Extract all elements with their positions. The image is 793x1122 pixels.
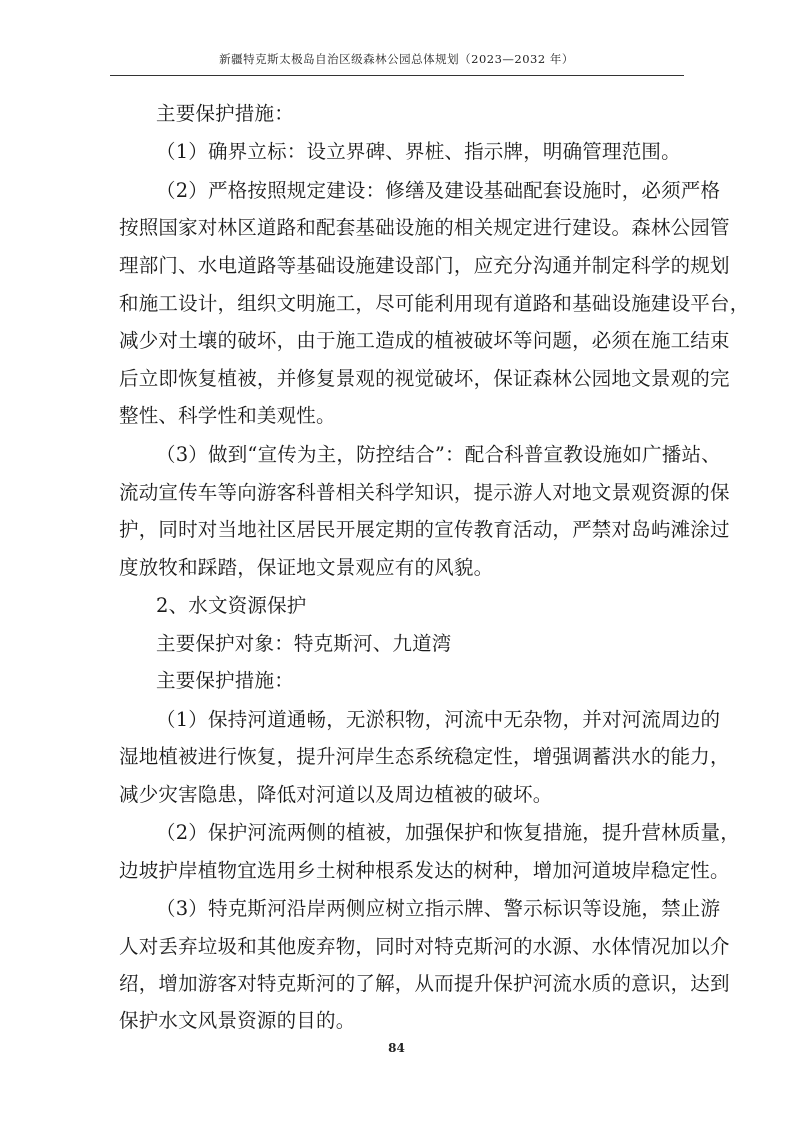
text-line: 护，同时对当地社区居民开展定期的宣传教育活动，严禁对岛屿滩涂过: [119, 518, 730, 541]
text-line: （3）做到“宣传为主，防控结合”：配合科普宣教设施如广播站、: [156, 443, 721, 466]
section-heading: 2、水文资源保护: [156, 594, 307, 617]
text-line: 人对丢弃垃圾和其他废弃物，同时对特克斯河的水源、水体情况加以介: [119, 935, 730, 958]
text-line: 度放牧和踩踏，保证地文景观应有的风貌。: [119, 556, 494, 579]
text-line: 按照国家对林区道路和配套基础设施的相关规定进行建设。森林公园管: [119, 216, 730, 239]
text-line: 绍，增加游客对特克斯河的了解，从而提升保护河流水质的意识，达到: [119, 972, 730, 995]
page-number: 84: [388, 1041, 405, 1055]
text-line: （2）保护河流两侧的植被，加强保护和恢复措施，提升营林质量，: [156, 821, 740, 844]
text-line: 减少对土壤的破坏，由于施工造成的植被破坏等问题，必须在施工结束: [119, 329, 730, 352]
text-line: （1）保持河道通畅，无淤积物，河流中无杂物，并对河流周边的: [156, 708, 721, 731]
text-line: 边坡护岸植物宜选用乡土树种根系发达的树种，增加河道坡岸稳定性。: [119, 859, 730, 882]
text-line: 湿地植被进行恢复，提升河岸生态系统稳定性，增强调蓄洪水的能力，: [119, 745, 730, 768]
text-line: 理部门、水电道路等基础设施建设部门，应充分沟通并制定科学的规划: [119, 254, 730, 277]
text-line: （2）严格按照规定建设：修缮及建设基础配套设施时，必须严格: [156, 179, 721, 202]
text-line: 保护水文风景资源的目的。: [119, 1009, 356, 1032]
text-line: 流动宣传车等向游客科普相关科学知识，提示游人对地文景观资源的保: [119, 481, 730, 504]
text-line: （1）确界立标：设立界碑、界桩、指示牌，明确管理范围。: [156, 140, 681, 163]
page-header: 新疆特克斯太极岛自治区级森林公园总体规划（2023—2032 年）: [219, 52, 574, 66]
header-divider: [110, 75, 684, 76]
text-line: 主要保护措施：: [156, 669, 294, 692]
text-line: 整性、科学性和美观性。: [119, 404, 336, 427]
text-line: （3）特克斯河沿岸两侧应树立指示牌、警示标识等设施，禁止游: [156, 897, 721, 920]
text-line: 和施工设计，组织文明施工，尽可能利用现有道路和基础设施建设平台，: [119, 292, 750, 315]
text-line: 减少灾害隐患，降低对河道以及周边植被的破坏。: [119, 783, 553, 806]
text-line: 主要保护措施：: [156, 102, 294, 125]
text-line: 主要保护对象：特克斯河、九道湾: [156, 632, 452, 655]
text-line: 后立即恢复植被，并修复景观的视觉破坏，保证森林公园地文景观的完: [119, 367, 730, 390]
